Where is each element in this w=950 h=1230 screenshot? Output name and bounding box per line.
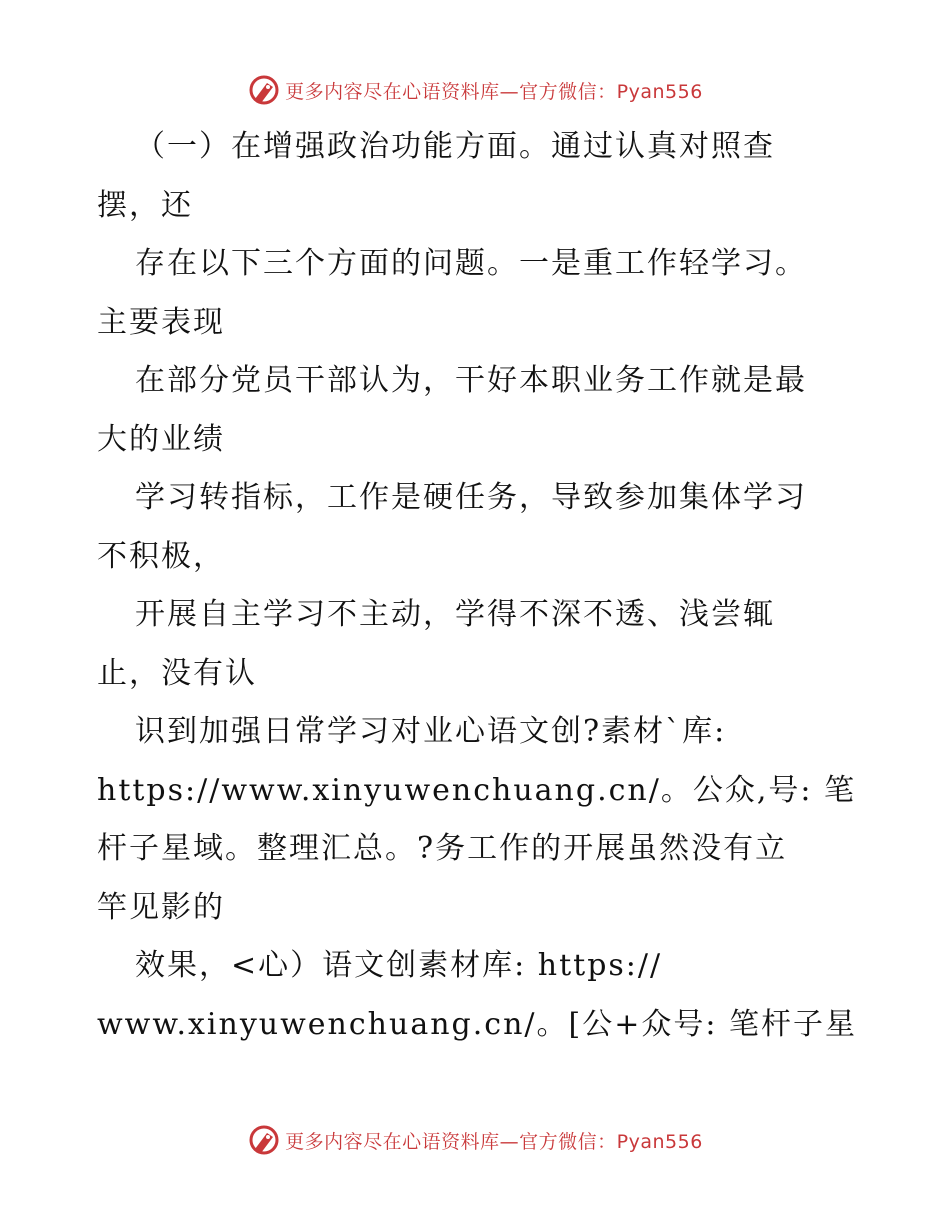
body-line: 识到加强日常学习对业心语文创?素材`库: — [135, 714, 727, 749]
body-line: 在部分党员干部认为，干好本职业务工作就是最 — [135, 363, 807, 398]
body-line: 学习转指标，工作是硬任务，导致参加集体学习 — [135, 480, 807, 515]
pen-nib-logo-icon — [247, 73, 281, 107]
document-body — [97, 118, 857, 1054]
body-line: 摆，还 — [97, 187, 193, 223]
header-banner — [0, 70, 950, 110]
body-line: www.xinyuwenchuang.cn/。[公+众号: 笔杆子星 — [97, 1006, 857, 1042]
body-line: 存在以下三个方面的问题。一是重工作轻学习。 — [135, 246, 807, 281]
pen-nib-logo-icon — [247, 1123, 281, 1157]
body-line: 大的业绩 — [97, 421, 225, 457]
body-line: 开展自主学习不主动，学得不深不透、浅尝辄 — [135, 597, 775, 632]
body-line: 竿见影的 — [97, 889, 225, 925]
body-line: 主要表现 — [97, 304, 225, 340]
footer-banner-text: 更多内容尽在心语资料库—官方微信：Pyan556 — [285, 1130, 703, 1153]
header-banner-text: 更多内容尽在心语资料库—官方微信：Pyan556 — [285, 80, 703, 103]
body-line: （一）在增强政治功能方面。通过认真对照查 — [135, 129, 775, 164]
body-line: 不积极， — [97, 538, 225, 574]
body-line: https://www.xinyuwenchuang.cn/。公众,号: 笔 — [97, 772, 857, 808]
body-line: 止，没有认 — [97, 655, 257, 691]
footer-banner — [0, 1120, 950, 1160]
body-line: 杆子星域。整理汇总。?务工作的开展虽然没有立 — [97, 831, 788, 866]
body-line: 效果，<心）语文创素材库: https:// — [135, 948, 663, 983]
